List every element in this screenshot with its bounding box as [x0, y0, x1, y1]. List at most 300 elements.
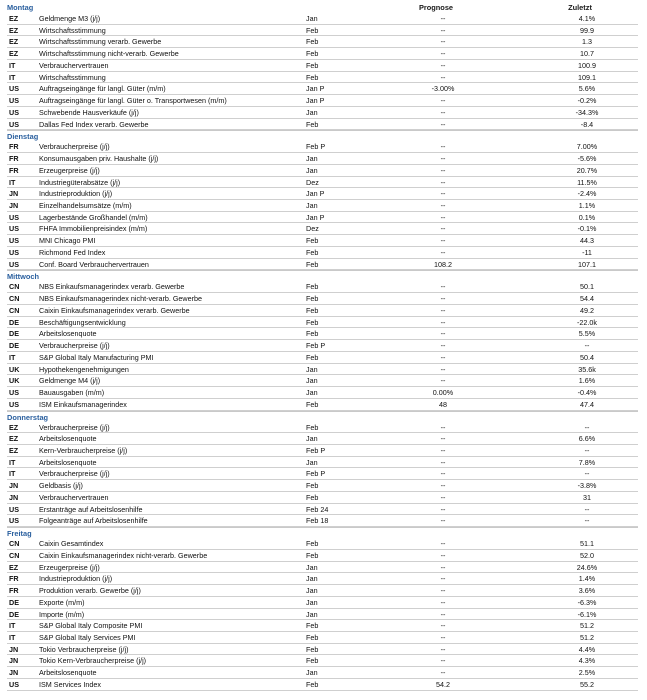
table-row: [7, 538, 638, 550]
indicator-name-cell: Wirtschaftsstimmung: [39, 72, 106, 82]
table-row: [7, 655, 638, 667]
forecast-cell: 54.2: [436, 679, 450, 689]
table-row: [7, 212, 638, 224]
forecast-cell: --: [440, 119, 446, 129]
table-row: [7, 188, 638, 200]
table-row: [7, 200, 638, 212]
last-value-cell: 0.1%: [578, 212, 596, 222]
last-value-cell: 20.7%: [576, 165, 598, 175]
period-cell: Feb: [306, 294, 319, 304]
country-cell: UK: [9, 364, 20, 374]
country-cell: US: [9, 388, 19, 398]
indicator-name-cell: Erzeugerpreise (j/j): [39, 562, 100, 572]
period-cell: Jan: [306, 376, 318, 386]
forecast-cell: --: [440, 376, 446, 386]
table-row: [7, 153, 638, 165]
last-value-cell: 4.4%: [578, 644, 596, 654]
forecast-cell: --: [440, 154, 446, 164]
table-row: [7, 667, 638, 679]
last-value-cell: 5.6%: [578, 84, 596, 94]
period-cell: Jan: [306, 597, 318, 607]
last-value-cell: -3.8%: [577, 481, 597, 491]
forecast-cell: --: [440, 49, 446, 59]
period-cell: Jan P: [306, 189, 325, 199]
country-cell: JN: [9, 492, 19, 502]
last-value-cell: 1.4%: [578, 574, 596, 584]
country-cell: DE: [9, 329, 19, 339]
period-cell: Feb: [306, 247, 319, 257]
table-row: [7, 515, 638, 527]
period-cell: Feb: [306, 481, 319, 491]
last-value-cell: --: [584, 445, 590, 455]
table-row: [7, 375, 638, 387]
forecast-cell: --: [440, 422, 446, 432]
table-row: [7, 679, 638, 691]
country-cell: US: [9, 679, 19, 689]
table-row: [7, 492, 638, 504]
period-cell: Feb: [306, 352, 319, 362]
table-row: [7, 445, 638, 457]
day-section-label: Freitag: [7, 527, 638, 538]
period-cell: Jan: [306, 609, 318, 619]
last-value-cell: 7.8%: [578, 457, 596, 467]
last-value-cell: 100.9: [578, 60, 596, 70]
table-row: [7, 550, 638, 562]
country-cell: UK: [9, 376, 20, 386]
table-row: [7, 107, 638, 119]
forecast-cell: --: [440, 107, 446, 117]
first-day-label: Montag: [7, 3, 34, 12]
country-cell: DE: [9, 317, 19, 327]
day-section-label: Dienstag: [7, 130, 638, 141]
indicator-name-cell: Wirtschaftsstimmung nicht-verarb. Gewerbe: [39, 49, 179, 59]
indicator-name-cell: S&P Global Italy Composite PMI: [39, 621, 143, 631]
period-cell: Jan P: [306, 84, 325, 94]
period-cell: Feb: [306, 492, 319, 502]
country-cell: FR: [9, 586, 19, 596]
country-cell: CN: [9, 550, 20, 560]
country-cell: JN: [9, 644, 19, 654]
last-value-cell: 1.1%: [578, 201, 596, 211]
forecast-cell: --: [440, 177, 446, 187]
table-row: [7, 340, 638, 352]
indicator-name-cell: Arbeitslosenquote: [39, 457, 97, 467]
indicator-name-cell: Industriegüterabsätze (j/j): [39, 177, 121, 187]
last-value-cell: --: [584, 504, 590, 514]
indicator-name-cell: Konsumausgaben priv. Haushalte (j/j): [39, 154, 159, 164]
forecast-cell: --: [440, 364, 446, 374]
last-value-cell: --: [584, 516, 590, 526]
country-cell: JN: [9, 656, 19, 666]
country-cell: DE: [9, 609, 19, 619]
country-cell: JN: [9, 668, 19, 678]
country-cell: US: [9, 107, 19, 117]
indicator-name-cell: FHFA Immobilienpreisindex (m/m): [39, 224, 148, 234]
table-header: [0, 3, 647, 13]
table-row: [7, 480, 638, 492]
period-cell: Jan: [306, 364, 318, 374]
indicator-name-cell: Produktion verarb. Gewerbe (j/j): [39, 586, 141, 596]
period-cell: Feb: [306, 550, 319, 560]
country-cell: EZ: [9, 25, 19, 35]
table-row: [7, 305, 638, 317]
indicator-name-cell: Verbraucherpreise (j/j): [39, 341, 110, 351]
indicator-name-cell: ISM Einkaufsmanagerindex: [39, 399, 127, 409]
period-cell: Jan P: [306, 212, 325, 222]
forecast-cell: --: [440, 212, 446, 222]
indicator-name-cell: Hypothekengenehmigungen: [39, 364, 129, 374]
period-cell: Feb: [306, 621, 319, 631]
table-row: [7, 72, 638, 84]
table-row: [7, 247, 638, 259]
period-cell: Feb P: [306, 469, 326, 479]
period-cell: Feb 24: [306, 504, 329, 514]
country-cell: IT: [9, 469, 16, 479]
forecast-cell: --: [440, 224, 446, 234]
country-cell: US: [9, 96, 19, 106]
country-cell: US: [9, 224, 19, 234]
table-row: [7, 141, 638, 153]
period-cell: Feb 18: [306, 516, 329, 526]
indicator-name-cell: Industrieproduktion (j/j): [39, 574, 113, 584]
country-cell: DE: [9, 597, 19, 607]
last-value-cell: -8.4: [580, 119, 594, 129]
indicator-name-cell: Exporte (m/m): [39, 597, 85, 607]
forecast-cell: --: [440, 504, 446, 514]
forecast-cell: --: [440, 317, 446, 327]
forecast-cell: --: [440, 37, 446, 47]
country-cell: FR: [9, 154, 19, 164]
table-row: [7, 457, 638, 469]
indicator-name-cell: Verbrauchervertrauen: [39, 60, 109, 70]
last-value-cell: -2.4%: [577, 189, 597, 199]
last-value-cell: 109.1: [578, 72, 596, 82]
period-cell: Feb: [306, 422, 319, 432]
country-cell: JN: [9, 189, 19, 199]
last-value-cell: 5.5%: [578, 329, 596, 339]
table-row: [7, 119, 638, 131]
forecast-cell: --: [440, 597, 446, 607]
last-value-cell: -6.1%: [577, 609, 597, 619]
indicator-name-cell: Verbraucherpreise (j/j): [39, 469, 110, 479]
forecast-column-header: Prognose: [418, 3, 454, 12]
indicator-name-cell: Tokio Verbraucherpreise (j/j): [39, 644, 129, 654]
forecast-cell: --: [440, 96, 446, 106]
forecast-cell: --: [440, 586, 446, 596]
table-row: [7, 60, 638, 72]
last-value-cell: 6.6%: [578, 434, 596, 444]
forecast-cell: --: [440, 492, 446, 502]
period-cell: Jan P: [306, 96, 325, 106]
indicator-name-cell: Geldbasis (j/j): [39, 481, 83, 491]
last-value-cell: 99.9: [580, 25, 594, 35]
last-value-cell: 51.2: [580, 632, 594, 642]
indicator-name-cell: Richmond Fed Index: [39, 247, 106, 257]
period-cell: Jan: [306, 165, 318, 175]
indicator-name-cell: Verbrauchervertrauen: [39, 492, 109, 502]
forecast-cell: --: [440, 282, 446, 292]
last-value-cell: 1.3: [582, 37, 592, 47]
indicator-name-cell: Dallas Fed Index verarb. Gewerbe: [39, 119, 149, 129]
last-value-cell: -5.6%: [577, 154, 597, 164]
country-cell: FR: [9, 165, 19, 175]
indicator-name-cell: NBS Einkaufsmanagerindex verarb. Gewerbe: [39, 282, 185, 292]
country-cell: US: [9, 236, 19, 246]
period-cell: Feb: [306, 656, 319, 666]
indicator-name-cell: Schwebende Hausverkäufe (j/j): [39, 107, 139, 117]
forecast-cell: -3.00%: [431, 84, 455, 94]
country-cell: EZ: [9, 49, 19, 59]
table-row: [7, 328, 638, 340]
last-value-cell: 1.6%: [578, 376, 596, 386]
table-row: [7, 504, 638, 516]
indicator-name-cell: Tokio Kern-Verbraucherpreise (j/j): [39, 656, 147, 666]
table-row: [7, 468, 638, 480]
country-cell: IT: [9, 177, 16, 187]
period-cell: Jan: [306, 562, 318, 572]
period-cell: Feb: [306, 37, 319, 47]
forecast-cell: --: [440, 341, 446, 351]
country-cell: CN: [9, 294, 20, 304]
forecast-cell: 48: [439, 399, 447, 409]
last-value-cell: 7.00%: [576, 142, 598, 152]
period-cell: Jan: [306, 434, 318, 444]
forecast-cell: 108.2: [434, 259, 452, 269]
country-cell: CN: [9, 539, 20, 549]
country-cell: US: [9, 399, 19, 409]
table-row: [7, 281, 638, 293]
indicator-name-cell: Geldmenge M3 (j/j): [39, 14, 101, 23]
table-row: [7, 177, 638, 189]
country-cell: EZ: [9, 422, 19, 432]
forecast-cell: --: [440, 142, 446, 152]
forecast-cell: --: [440, 352, 446, 362]
indicator-name-cell: Arbeitslosenquote: [39, 329, 97, 339]
period-cell: Feb: [306, 644, 319, 654]
indicator-name-cell: ISM Services Index: [39, 679, 101, 689]
country-cell: US: [9, 259, 19, 269]
country-cell: IT: [9, 632, 16, 642]
period-cell: Feb: [306, 679, 319, 689]
forecast-cell: --: [440, 539, 446, 549]
indicator-name-cell: Auftragseingänge für langl. Güter (m/m): [39, 84, 166, 94]
period-cell: Feb P: [306, 445, 326, 455]
period-cell: Feb: [306, 399, 319, 409]
indicator-name-cell: Arbeitslosenquote: [39, 434, 97, 444]
period-cell: Feb: [306, 60, 319, 70]
forecast-cell: 0.00%: [432, 388, 454, 398]
country-cell: IT: [9, 621, 16, 631]
forecast-cell: --: [440, 609, 446, 619]
last-value-cell: 31: [583, 492, 591, 502]
period-cell: Dez: [306, 224, 319, 234]
indicator-name-cell: Erzeugerpreise (j/j): [39, 165, 100, 175]
indicator-name-cell: Geldmenge M4 (j/j): [39, 376, 101, 386]
country-cell: US: [9, 212, 19, 222]
table-row: [7, 165, 638, 177]
table-row: [7, 95, 638, 107]
period-cell: Feb: [306, 317, 319, 327]
country-cell: EZ: [9, 562, 19, 572]
period-cell: Feb: [306, 329, 319, 339]
last-value-cell: -22.0k: [577, 317, 597, 327]
forecast-cell: --: [440, 562, 446, 572]
country-cell: EZ: [9, 14, 19, 23]
country-cell: FR: [9, 142, 19, 152]
period-cell: Jan: [306, 668, 318, 678]
forecast-cell: --: [440, 305, 446, 315]
last-column-header: Zuletzt: [568, 3, 592, 12]
last-value-cell: 50.1: [580, 282, 594, 292]
forecast-cell: --: [440, 165, 446, 175]
indicator-name-cell: Arbeitslosenquote: [39, 668, 97, 678]
forecast-cell: --: [440, 434, 446, 444]
country-cell: EZ: [9, 434, 19, 444]
day-section-label: Mittwoch: [7, 270, 638, 281]
forecast-cell: --: [440, 516, 446, 526]
forecast-cell: --: [440, 656, 446, 666]
period-cell: Feb P: [306, 341, 326, 351]
last-value-cell: 52.0: [580, 550, 594, 560]
forecast-cell: --: [440, 621, 446, 631]
country-cell: US: [9, 119, 19, 129]
forecast-cell: --: [440, 481, 446, 491]
period-cell: Dez: [306, 177, 319, 187]
last-value-cell: 50.4: [580, 352, 594, 362]
period-cell: Feb: [306, 119, 319, 129]
table-row: [7, 48, 638, 60]
indicator-name-cell: Bauausgaben (m/m): [39, 388, 105, 398]
table-row: [7, 83, 638, 95]
indicator-name-cell: Wirtschaftsstimmung verarb. Gewerbe: [39, 37, 162, 47]
last-value-cell: -0.4%: [577, 388, 597, 398]
last-value-cell: --: [584, 469, 590, 479]
table-row: [7, 259, 638, 271]
forecast-cell: --: [440, 550, 446, 560]
forecast-cell: --: [440, 644, 446, 654]
country-cell: IT: [9, 352, 16, 362]
indicator-name-cell: Caixin Einkaufsmanagerindex verarb. Gewerbe: [39, 305, 190, 315]
country-cell: US: [9, 247, 19, 257]
last-value-cell: 44.3: [580, 236, 594, 246]
country-cell: IT: [9, 72, 16, 82]
indicator-name-cell: Verbraucherpreise (j/j): [39, 422, 110, 432]
period-cell: Jan: [306, 457, 318, 467]
last-value-cell: 54.4: [580, 294, 594, 304]
indicator-name-cell: Wirtschaftsstimmung: [39, 25, 106, 35]
last-value-cell: -34.3%: [575, 107, 599, 117]
country-cell: IT: [9, 457, 16, 467]
country-cell: EZ: [9, 37, 19, 47]
table-row: [7, 13, 638, 25]
period-cell: Feb: [306, 539, 319, 549]
forecast-cell: --: [440, 329, 446, 339]
last-value-cell: 51.2: [580, 621, 594, 631]
period-cell: Feb: [306, 25, 319, 35]
country-cell: EZ: [9, 445, 19, 455]
indicator-name-cell: Industrieproduktion (j/j): [39, 189, 113, 199]
last-value-cell: 35.6k: [578, 364, 596, 374]
country-cell: JN: [9, 481, 19, 491]
country-cell: IT: [9, 60, 16, 70]
forecast-cell: --: [440, 574, 446, 584]
table-row: [7, 433, 638, 445]
forecast-cell: --: [440, 668, 446, 678]
indicator-name-cell: Kern-Verbraucherpreise (j/j): [39, 445, 128, 455]
indicator-name-cell: MNI Chicago PMI: [39, 236, 96, 246]
table-row: [7, 422, 638, 434]
indicator-name-cell: Conf. Board Verbrauchervertrauen: [39, 259, 149, 269]
indicator-name-cell: Folgeanträge auf Arbeitslosenhilfe: [39, 516, 148, 526]
country-cell: US: [9, 84, 19, 94]
last-value-cell: 10.7: [580, 49, 594, 59]
forecast-cell: --: [440, 189, 446, 199]
country-cell: US: [9, 504, 19, 514]
forecast-cell: --: [440, 201, 446, 211]
last-value-cell: 55.2: [580, 679, 594, 689]
forecast-cell: --: [440, 25, 446, 35]
indicator-name-cell: S&P Global Italy Services PMI: [39, 632, 136, 642]
period-cell: Jan: [306, 107, 318, 117]
indicator-name-cell: Importe (m/m): [39, 609, 85, 619]
table-row: [7, 387, 638, 399]
country-cell: DE: [9, 341, 19, 351]
forecast-cell: --: [440, 60, 446, 70]
forecast-cell: --: [440, 14, 446, 23]
table-row: [7, 597, 638, 609]
table-row: [7, 399, 638, 411]
last-value-cell: 4.1%: [578, 14, 596, 23]
period-cell: Feb: [306, 259, 319, 269]
indicator-name-cell: Erstanträge auf Arbeitslosenhilfe: [39, 504, 143, 514]
period-cell: Jan: [306, 586, 318, 596]
last-value-cell: -0.2%: [577, 96, 597, 106]
forecast-cell: --: [440, 469, 446, 479]
table-row: [7, 609, 638, 621]
indicator-name-cell: Caixin Einkaufsmanagerindex nicht-verarb. Gewerbe: [39, 550, 208, 560]
forecast-cell: --: [440, 445, 446, 455]
last-value-cell: 3.6%: [578, 586, 596, 596]
last-value-cell: -0.1%: [577, 224, 597, 234]
indicator-name-cell: Lagerbestände Großhandel (m/m): [39, 212, 148, 222]
table-row: [7, 644, 638, 656]
indicator-name-cell: Verbraucherpreise (j/j): [39, 142, 110, 152]
indicator-name-cell: Auftragseingänge für langl. Güter o. Transportwesen (m/m): [39, 96, 227, 106]
table-row: [7, 562, 638, 574]
period-cell: Feb: [306, 305, 319, 315]
last-value-cell: 4.3%: [578, 656, 596, 666]
last-value-cell: 47.4: [580, 399, 594, 409]
table-row: [7, 293, 638, 305]
last-value-cell: -6.3%: [577, 597, 597, 607]
period-cell: Feb: [306, 236, 319, 246]
country-cell: CN: [9, 305, 20, 315]
forecast-cell: --: [440, 632, 446, 642]
period-cell: Jan: [306, 201, 318, 211]
last-value-cell: 2.5%: [578, 668, 596, 678]
table-row: [7, 632, 638, 644]
period-cell: Jan: [306, 154, 318, 164]
indicator-name-cell: S&P Global Italy Manufacturing PMI: [39, 352, 154, 362]
last-value-cell: 49.2: [580, 305, 594, 315]
last-value-cell: 51.1: [580, 539, 594, 549]
table-row: [7, 585, 638, 597]
table-row: [7, 364, 638, 376]
table-row: [7, 223, 638, 235]
indicator-name-cell: NBS Einkaufsmanagerindex nicht-verarb. Gewerbe: [39, 294, 202, 304]
country-cell: JN: [9, 201, 19, 211]
period-cell: Feb: [306, 49, 319, 59]
